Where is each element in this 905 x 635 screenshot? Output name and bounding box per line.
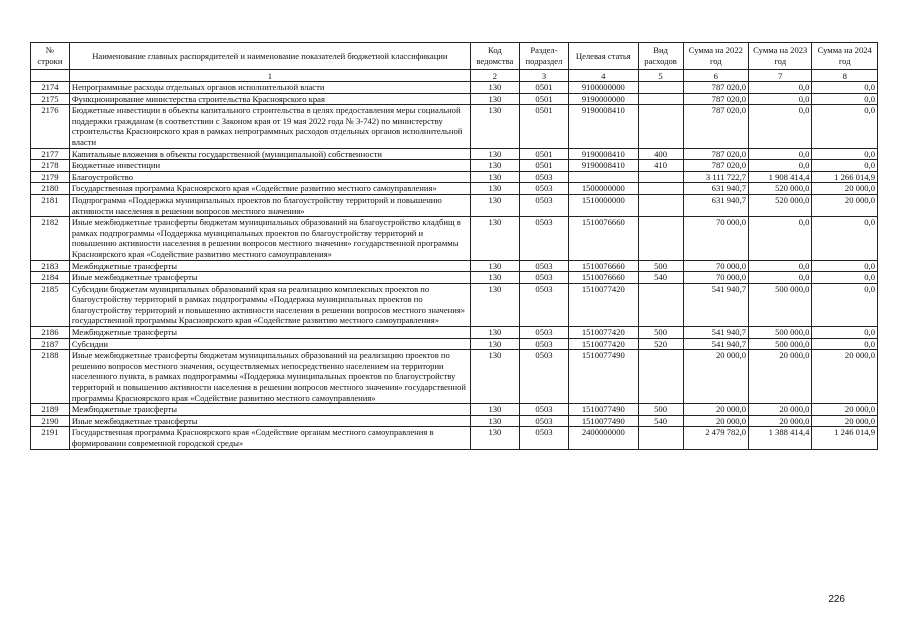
row-name-cell: Бюджетные инвестиции (69, 160, 470, 172)
dept-code-cell: 130 (470, 82, 519, 94)
section-cell: 0503 (519, 404, 568, 416)
sum-2022-cell: 70 000,0 (683, 217, 748, 260)
target-article-cell: 1510076660 (569, 272, 639, 284)
row-name-cell: Иные межбюджетные трансферты бюджетам муниципальных образований на реализацию проектов по решению вопросов местного значения, осуществляемых непосредственно населением на территории населенного пункта, в рамках подпрограммы «Поддержка муниципальных проектов по благоустройству территорий и повышению активности населения в решении вопросов местного значения» государственной программы Красноярского края «Содействие развитию местного самоуправления» (69, 350, 470, 404)
target-article-cell: 2400000000 (569, 427, 639, 449)
expense-kind-cell: 400 (638, 148, 683, 160)
row-name-cell: Государственная программа Красноярского края «Содействие развитию местного самоуправления» (69, 183, 470, 195)
expense-kind-cell (638, 194, 683, 216)
table-row (31, 350, 878, 404)
sum-2024-cell: 1 266 014,9 (812, 171, 878, 183)
table-row (31, 171, 878, 183)
table-row (31, 82, 878, 94)
section-cell: 0501 (519, 148, 568, 160)
target-article-cell: 1510077420 (569, 327, 639, 339)
dept-code-cell: 130 (470, 194, 519, 216)
section-cell: 0501 (519, 82, 568, 94)
column-number: 5 (638, 70, 683, 82)
expense-kind-cell: 500 (638, 404, 683, 416)
sum-2023-cell: 0,0 (749, 272, 812, 284)
sum-2022-cell: 2 479 782,0 (683, 427, 748, 449)
table-row (31, 105, 878, 148)
sum-2023-cell: 500 000,0 (749, 338, 812, 350)
section-cell: 0501 (519, 160, 568, 172)
column-number: 8 (812, 70, 878, 82)
row-number-cell: 2185 (31, 283, 70, 326)
dept-code-cell: 130 (470, 338, 519, 350)
expense-kind-cell: 410 (638, 160, 683, 172)
expense-kind-cell (638, 217, 683, 260)
row-number-cell: 2177 (31, 148, 70, 160)
expense-kind-cell (638, 283, 683, 326)
sum-2023-cell: 20 000,0 (749, 350, 812, 404)
sum-2024-cell: 1 246 014,9 (812, 427, 878, 449)
sum-2023-cell: 1 908 414,4 (749, 171, 812, 183)
sum-2024-cell: 20 000,0 (812, 350, 878, 404)
expense-kind-cell: 540 (638, 415, 683, 427)
sum-2024-cell: 0,0 (812, 283, 878, 326)
sum-2023-cell: 500 000,0 (749, 327, 812, 339)
header-sum-2023: Сумма на 2023 год (749, 43, 812, 70)
row-name-cell: Государственная программа Красноярского края «Содействие органам местного самоуправления в формировании современной городской среды» (69, 427, 470, 449)
header-expense-kind: Вид расходов (638, 43, 683, 70)
row-name-cell: Функционирование министерства строительства Красноярского края (69, 93, 470, 105)
section-cell: 0503 (519, 415, 568, 427)
sum-2024-cell: 0,0 (812, 160, 878, 172)
dept-code-cell: 130 (470, 283, 519, 326)
sum-2023-cell: 500 000,0 (749, 283, 812, 326)
row-number-cell: 2178 (31, 160, 70, 172)
header-name: Наименование главных распорядителей и наименование показателей бюджетной классификации (69, 43, 470, 70)
dept-code-cell: 130 (470, 93, 519, 105)
sum-2022-cell: 20 000,0 (683, 415, 748, 427)
sum-2022-cell: 787 020,0 (683, 160, 748, 172)
row-number-cell: 2188 (31, 350, 70, 404)
dept-code-cell: 130 (470, 148, 519, 160)
row-name-cell: Субсидии (69, 338, 470, 350)
dept-code-cell: 130 (470, 415, 519, 427)
sum-2022-cell: 3 111 722,7 (683, 171, 748, 183)
dept-code-cell: 130 (470, 350, 519, 404)
row-name-cell: Межбюджетные трансферты (69, 327, 470, 339)
row-number-cell: 2176 (31, 105, 70, 148)
sum-2024-cell: 20 000,0 (812, 183, 878, 195)
row-number-cell: 2189 (31, 404, 70, 416)
row-number-cell: 2182 (31, 217, 70, 260)
section-cell: 0503 (519, 272, 568, 284)
expense-kind-cell: 540 (638, 272, 683, 284)
row-name-cell: Подпрограмма «Поддержка муниципальных проектов по благоустройству территорий и повышению активности населения в решении вопросов местного значения» (69, 194, 470, 216)
header-sum-2022: Сумма на 2022 год (683, 43, 748, 70)
dept-code-cell: 130 (470, 327, 519, 339)
dept-code-cell: 130 (470, 105, 519, 148)
sum-2023-cell: 520 000,0 (749, 194, 812, 216)
expense-kind-cell (638, 427, 683, 449)
expense-kind-cell (638, 183, 683, 195)
dept-code-cell: 130 (470, 217, 519, 260)
target-article-cell: 1510076660 (569, 260, 639, 272)
table-row (31, 260, 878, 272)
row-number-cell: 2175 (31, 93, 70, 105)
column-number: 6 (683, 70, 748, 82)
header-sum-2024: Сумма на 2024 год (812, 43, 878, 70)
dept-code-cell: 130 (470, 183, 519, 195)
table-row (31, 272, 878, 284)
dept-code-cell: 130 (470, 160, 519, 172)
sum-2023-cell: 20 000,0 (749, 404, 812, 416)
expense-kind-cell: 520 (638, 338, 683, 350)
target-article-cell: 1510077490 (569, 350, 639, 404)
row-number-cell: 2181 (31, 194, 70, 216)
dept-code-cell: 130 (470, 404, 519, 416)
sum-2024-cell: 0,0 (812, 272, 878, 284)
section-cell: 0503 (519, 327, 568, 339)
target-article-cell: 1500000000 (569, 183, 639, 195)
target-article-cell: 9100000000 (569, 82, 639, 94)
sum-2023-cell: 0,0 (749, 105, 812, 148)
section-cell: 0501 (519, 105, 568, 148)
row-number-cell: 2179 (31, 171, 70, 183)
sum-2022-cell: 787 020,0 (683, 93, 748, 105)
row-number-cell: 2191 (31, 427, 70, 449)
sum-2024-cell: 20 000,0 (812, 194, 878, 216)
sum-2022-cell: 787 020,0 (683, 148, 748, 160)
row-name-cell: Иные межбюджетные трансферты (69, 415, 470, 427)
section-cell: 0503 (519, 283, 568, 326)
target-article-cell: 1510077490 (569, 415, 639, 427)
sum-2023-cell: 1 388 414,4 (749, 427, 812, 449)
row-number-cell: 2186 (31, 327, 70, 339)
sum-2023-cell: 0,0 (749, 148, 812, 160)
header-target-article: Целевая статья (569, 43, 639, 70)
table-row (31, 427, 878, 449)
expense-kind-cell (638, 171, 683, 183)
dept-code-cell: 130 (470, 427, 519, 449)
row-name-cell: Иные межбюджетные трансферты (69, 272, 470, 284)
row-number-cell: 2180 (31, 183, 70, 195)
sum-2022-cell: 631 940,7 (683, 194, 748, 216)
section-cell: 0503 (519, 171, 568, 183)
expense-kind-cell (638, 350, 683, 404)
row-name-cell: Непрограммные расходы отдельных органов исполнительной власти (69, 82, 470, 94)
target-article-cell: 9190008410 (569, 105, 639, 148)
sum-2022-cell: 20 000,0 (683, 404, 748, 416)
row-number-cell: 2190 (31, 415, 70, 427)
row-name-cell: Капитальные вложения в объекты государственной (муниципальной) собственности (69, 148, 470, 160)
budget-table (30, 42, 878, 450)
column-number (31, 70, 70, 82)
section-cell: 0503 (519, 350, 568, 404)
table-row (31, 194, 878, 216)
section-cell: 0503 (519, 183, 568, 195)
sum-2023-cell: 0,0 (749, 217, 812, 260)
expense-kind-cell (638, 82, 683, 94)
expense-kind-cell (638, 93, 683, 105)
table-row (31, 183, 878, 195)
table-row (31, 338, 878, 350)
row-name-cell: Иные межбюджетные трансферты бюджетам муниципальных образований на благоустройство кладбищ в рамках подпрограммы «Поддержка муниципальных проектов по благоустройству территорий и повышению активности населения в решении вопросов местного значения» государственной программы Красноярского края «Содействие развитию местного самоуправления» (69, 217, 470, 260)
target-article-cell: 9190000000 (569, 93, 639, 105)
sum-2023-cell: 20 000,0 (749, 415, 812, 427)
sum-2022-cell: 787 020,0 (683, 105, 748, 148)
sum-2024-cell: 0,0 (812, 93, 878, 105)
dept-code-cell: 130 (470, 171, 519, 183)
table-row (31, 415, 878, 427)
column-number: 4 (569, 70, 639, 82)
column-number: 3 (519, 70, 568, 82)
sum-2023-cell: 520 000,0 (749, 183, 812, 195)
table-body (31, 82, 878, 450)
sum-2022-cell: 70 000,0 (683, 260, 748, 272)
target-article-cell: 1510077490 (569, 404, 639, 416)
sum-2022-cell: 70 000,0 (683, 272, 748, 284)
sum-2022-cell: 541 940,7 (683, 338, 748, 350)
row-number-cell: 2187 (31, 338, 70, 350)
sum-2024-cell: 0,0 (812, 338, 878, 350)
sum-2024-cell: 20 000,0 (812, 415, 878, 427)
expense-kind-cell: 500 (638, 260, 683, 272)
row-name-cell: Межбюджетные трансферты (69, 404, 470, 416)
expense-kind-cell (638, 105, 683, 148)
table-row (31, 160, 878, 172)
table-row (31, 217, 878, 260)
sum-2023-cell: 0,0 (749, 260, 812, 272)
target-article-cell: 1510077420 (569, 338, 639, 350)
sum-2022-cell: 631 940,7 (683, 183, 748, 195)
sum-2024-cell: 0,0 (812, 327, 878, 339)
row-name-cell: Бюджетные инвестиции в объекты капитального строительства в целях предоставления меры социальной поддержки гражданам (в соответствии с Законом края от 19 мая 2022 года № 3-742) по министерству строительства Красноярского края в рамках непрограммных расходов отдельных органов исполнительной власти (69, 105, 470, 148)
table-row (31, 148, 878, 160)
column-number: 7 (749, 70, 812, 82)
section-cell: 0503 (519, 260, 568, 272)
sum-2022-cell: 541 940,7 (683, 283, 748, 326)
expense-kind-cell: 500 (638, 327, 683, 339)
sum-2024-cell: 20 000,0 (812, 404, 878, 416)
row-number-cell: 2183 (31, 260, 70, 272)
table-row (31, 327, 878, 339)
target-article-cell: 9190008410 (569, 148, 639, 160)
target-article-cell: 1510000000 (569, 194, 639, 216)
header-row (31, 43, 878, 70)
section-cell: 0503 (519, 338, 568, 350)
row-number-cell: 2174 (31, 82, 70, 94)
page-number: 226 (828, 594, 845, 605)
sum-2024-cell: 0,0 (812, 217, 878, 260)
column-number-row (31, 70, 878, 82)
budget-table-sheet (30, 42, 878, 450)
target-article-cell: 1510077420 (569, 283, 639, 326)
sum-2024-cell: 0,0 (812, 260, 878, 272)
column-number: 1 (69, 70, 470, 82)
header-dept-code: Код ведомства (470, 43, 519, 70)
dept-code-cell: 130 (470, 272, 519, 284)
sum-2024-cell: 0,0 (812, 148, 878, 160)
sum-2022-cell: 541 940,7 (683, 327, 748, 339)
table-row (31, 404, 878, 416)
sum-2024-cell: 0,0 (812, 105, 878, 148)
section-cell: 0503 (519, 427, 568, 449)
dept-code-cell: 130 (470, 260, 519, 272)
table-row (31, 283, 878, 326)
sum-2022-cell: 787 020,0 (683, 82, 748, 94)
header-section: Раздел-подраздел (519, 43, 568, 70)
row-name-cell: Благоустройство (69, 171, 470, 183)
sum-2024-cell: 0,0 (812, 82, 878, 94)
row-number-cell: 2184 (31, 272, 70, 284)
target-article-cell: 9190008410 (569, 160, 639, 172)
row-name-cell: Межбюджетные трансферты (69, 260, 470, 272)
sum-2023-cell: 0,0 (749, 82, 812, 94)
section-cell: 0503 (519, 217, 568, 260)
target-article-cell: 1510076660 (569, 217, 639, 260)
table-row (31, 93, 878, 105)
sum-2023-cell: 0,0 (749, 93, 812, 105)
section-cell: 0503 (519, 194, 568, 216)
sum-2022-cell: 20 000,0 (683, 350, 748, 404)
section-cell: 0501 (519, 93, 568, 105)
sum-2023-cell: 0,0 (749, 160, 812, 172)
target-article-cell (569, 171, 639, 183)
column-number: 2 (470, 70, 519, 82)
header-row-number: № строки (31, 43, 70, 70)
row-name-cell: Субсидии бюджетам муниципальных образований края на реализацию комплексных проектов по благоустройству территорий в рамках подпрограммы «Поддержка муниципальных проектов по благоустройству территорий и повышению активности населения в решении вопросов местного значения» государственной программы Красноярского края «Содействие развитию местного самоуправления» (69, 283, 470, 326)
